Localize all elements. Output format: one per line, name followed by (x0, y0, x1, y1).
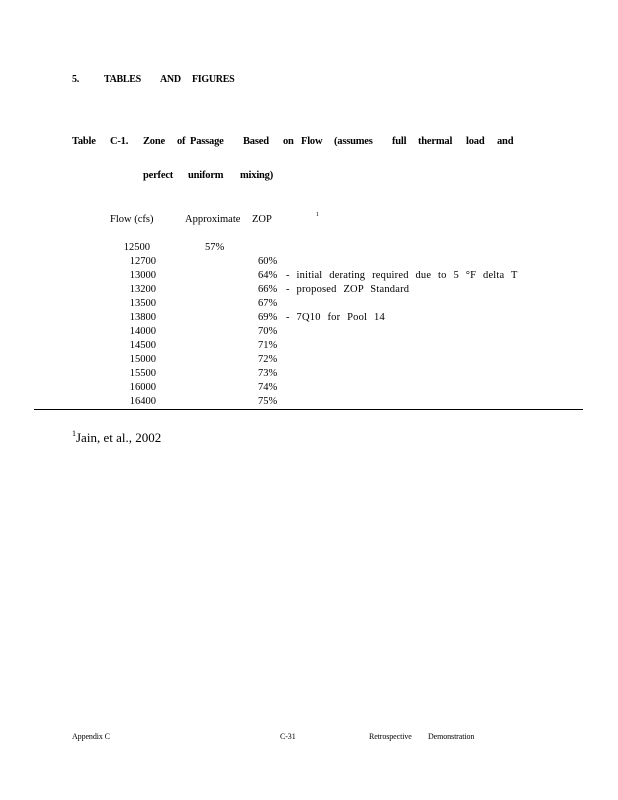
caption-word: of (177, 136, 186, 147)
caption-word: C-1. (110, 136, 129, 147)
caption-word: Based (243, 136, 269, 147)
caption-word: (assumes (334, 136, 373, 147)
table-cell-flow: 13500 (129, 298, 156, 309)
caption-word: perfect (143, 170, 174, 181)
footer-title-word: Demonstration (428, 732, 475, 741)
table-cell-zop: 64% (258, 270, 278, 281)
footer-page-number: C-31 (280, 732, 296, 741)
section-title-word: TABLES (104, 74, 141, 85)
footer-title-word: Retrospective (369, 732, 412, 741)
column-header-approximate: Approximate (185, 214, 241, 225)
table-cell-flow: 13800 (129, 312, 156, 323)
table-cell-flow: 14500 (129, 340, 156, 351)
table-cell-flow: 12500 (123, 242, 150, 253)
column-header-flow: Flow (cfs) (110, 214, 154, 225)
table-cell-zop: 71% (258, 340, 278, 351)
table-cell-flow: 16000 (129, 382, 156, 393)
caption-word: Zone (143, 136, 165, 147)
table-cell-flow: 13000 (129, 270, 156, 281)
footnote-text: Jain, et al., 2002 (76, 430, 162, 445)
caption-word: thermal (418, 136, 453, 147)
caption-word: Table (72, 136, 96, 147)
section-title-word: AND (160, 74, 181, 85)
caption-word: on (283, 136, 294, 147)
caption-word: load (466, 136, 485, 147)
table-cell-zop: 74% (258, 382, 278, 393)
section-title-word: FIGURES (192, 74, 235, 85)
table-cell-zop: 57% (205, 242, 225, 253)
table-cell-zop: 66% (258, 284, 278, 295)
table-cell-zop: 69% (258, 312, 278, 323)
caption-word: Passage (190, 136, 224, 147)
caption-word: Flow (301, 136, 323, 147)
table-cell-note: - 7Q10 for Pool 14 (286, 312, 385, 323)
caption-word: uniform (188, 170, 224, 181)
table-cell-zop: 70% (258, 326, 278, 337)
column-header-zop: ZOP (252, 214, 272, 225)
footnote (72, 430, 161, 446)
table-cell-zop: 73% (258, 368, 278, 379)
footnote-reference-mark: 1 (316, 212, 319, 218)
table-cell-flow: 15500 (129, 368, 156, 379)
table-bottom-rule (34, 409, 583, 410)
caption-word: and (497, 136, 514, 147)
table-cell-zop: 60% (258, 256, 278, 267)
table-cell-note: - initial derating required due to 5 °F delta T (286, 270, 518, 281)
table-cell-flow: 14000 (129, 326, 156, 337)
caption-word: mixing) (240, 170, 274, 181)
section-number: 5. (72, 74, 79, 85)
table-cell-flow: 16400 (129, 396, 156, 407)
caption-word: full (392, 136, 407, 147)
table-cell-zop: 67% (258, 298, 278, 309)
footnote-mark: 1 (72, 429, 76, 438)
footer-appendix: Appendix C (72, 732, 110, 741)
table-cell-flow: 12700 (129, 256, 156, 267)
table-cell-zop: 75% (258, 396, 278, 407)
table-cell-zop: 72% (258, 354, 278, 365)
table-cell-flow: 15000 (129, 354, 156, 365)
table-cell-flow: 13200 (129, 284, 156, 295)
table-cell-note: - proposed ZOP Standard (286, 284, 410, 295)
